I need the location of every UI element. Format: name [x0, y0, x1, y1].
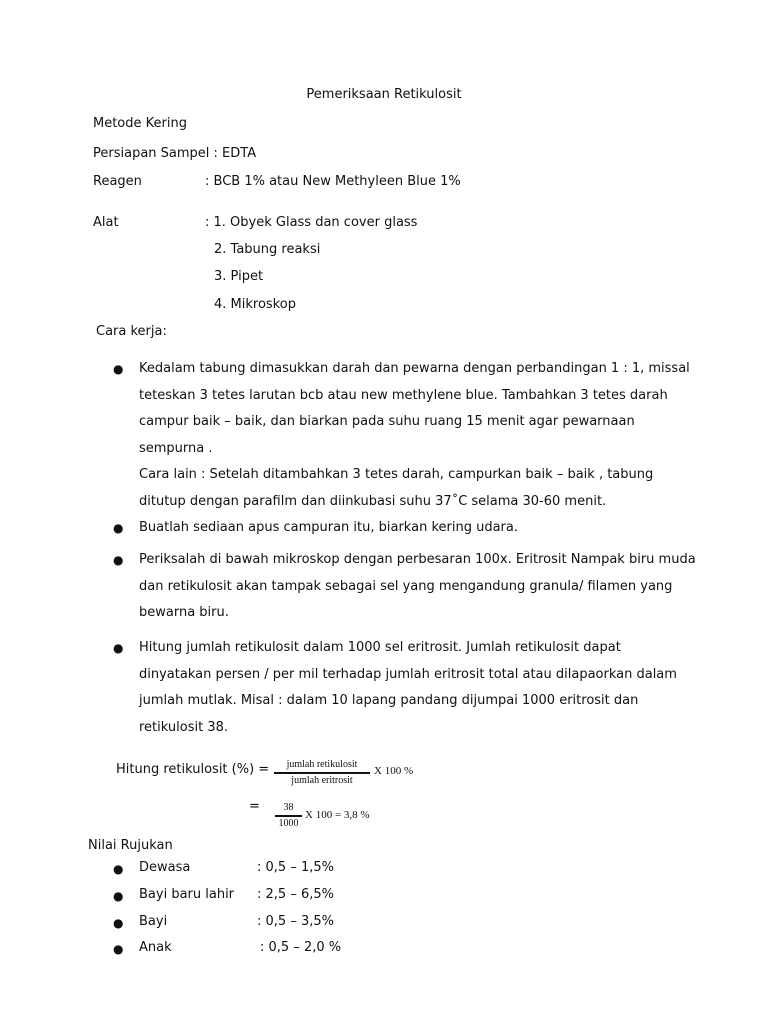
step-line: Cara lain : Setelah ditambahkan 3 tetes darah, campurkan baik – baik , tabung [139, 467, 654, 482]
reference-heading: Nilai Rujukan [88, 838, 173, 853]
fraction-denominator: jumlah eritrosit [291, 775, 353, 786]
document-title: Pemeriksaan Retikulosit [306, 87, 462, 102]
formula-equals: = [249, 799, 260, 814]
bullet-icon: ● [113, 641, 124, 655]
bullet-icon: ● [113, 889, 124, 903]
reference-name: Anak [139, 940, 172, 955]
step-line: Buatlah sediaan apus campuran itu, biarkan kering udara. [139, 520, 518, 535]
step-line: jumlah mutlak. Misal : dalam 10 lapang pandang dijumpai 1000 eritrosit dan [139, 693, 639, 708]
formula-label: Hitung retikulosit (%) = [116, 762, 270, 777]
reference-value: : 2,5 – 6,5% [257, 887, 334, 902]
formula-multiplier: X 100 % [374, 765, 414, 777]
reference-name: Dewasa [139, 860, 191, 875]
step-line: retikulosit 38. [139, 719, 228, 735]
step-line: sempurna . [139, 440, 213, 456]
result-fraction [275, 802, 302, 830]
step-text [139, 515, 679, 542]
step-line: Periksalah di bawah mikroskop dengan perbesaran 100x. Eritrosit Nampak biru muda [139, 552, 696, 567]
step-line: ditutup dengan parafilm dan diinkubasi suhu 37˚C selama 30-60 menit. [139, 493, 607, 509]
fraction-bar [274, 772, 370, 774]
step-line: Kedalam tabung dimasukkan darah dan pewarna dengan perbandingan 1 : 1, missal [139, 361, 690, 376]
formula-result: X 100 = 3,8 % [305, 809, 370, 821]
tools-item: 3. Pipet [214, 269, 264, 284]
step-line: bewarna biru. [139, 605, 229, 620]
tools-label: Alat [93, 215, 119, 230]
step-line: dinyatakan persen / per mil terhadap jumlah eritrosit total atau dilapaorkan dalam [139, 666, 677, 682]
bullet-icon: ● [113, 362, 124, 376]
bullet-icon: ● [113, 553, 124, 567]
fraction-bar [275, 815, 302, 817]
reference-value: : 0,5 – 3,5% [257, 914, 334, 929]
procedure-heading: Cara kerja: [96, 324, 167, 339]
method-line: Metode Kering [93, 116, 187, 131]
bullet-icon: ● [113, 862, 124, 876]
step-text [139, 547, 696, 627]
step-line: teteskan 3 tetes larutan bcb atau new methylene blue. Tambahkan 3 tetes darah [139, 387, 668, 403]
reference-name: Bayi baru lahir [139, 887, 235, 902]
sample-line: Persiapan Sampel : EDTA [93, 146, 257, 161]
step-text [139, 356, 690, 515]
bullet-icon: ● [113, 521, 124, 535]
reference-value: : 0,5 – 2,0 % [260, 940, 342, 955]
reference-name: Bayi [139, 914, 168, 929]
step-line: Hitung jumlah retikulosit dalam 1000 sel eritrosit. Jumlah retikulosit dapat [139, 640, 621, 655]
bullet-icon: ● [113, 916, 124, 930]
formula-fraction [274, 759, 370, 787]
bullet-icon: ● [113, 942, 124, 956]
fraction-numerator: jumlah retikulosit [286, 759, 358, 770]
fraction-denominator: 1000 [278, 818, 299, 829]
tools-item: 2. Tabung reaksi [214, 242, 321, 257]
fraction-numerator: 38 [283, 802, 294, 813]
step-line: campur baik – baik, dan biarkan pada suhu ruang 15 menit agar pewarnaan [139, 414, 635, 429]
step-text [139, 635, 679, 741]
step-line: dan retikulosit akan tampak sebagai sel yang mengandung granula/ filamen yang [139, 578, 673, 594]
reagent-value: : BCB 1% atau New Methyleen Blue 1% [205, 174, 461, 189]
reference-value: : 0,5 – 1,5% [257, 860, 334, 875]
tools-item: 4. Mikroskop [214, 297, 296, 312]
reagent-label: Reagen [93, 174, 142, 189]
tools-item: : 1. Obyek Glass dan cover glass [205, 215, 418, 230]
